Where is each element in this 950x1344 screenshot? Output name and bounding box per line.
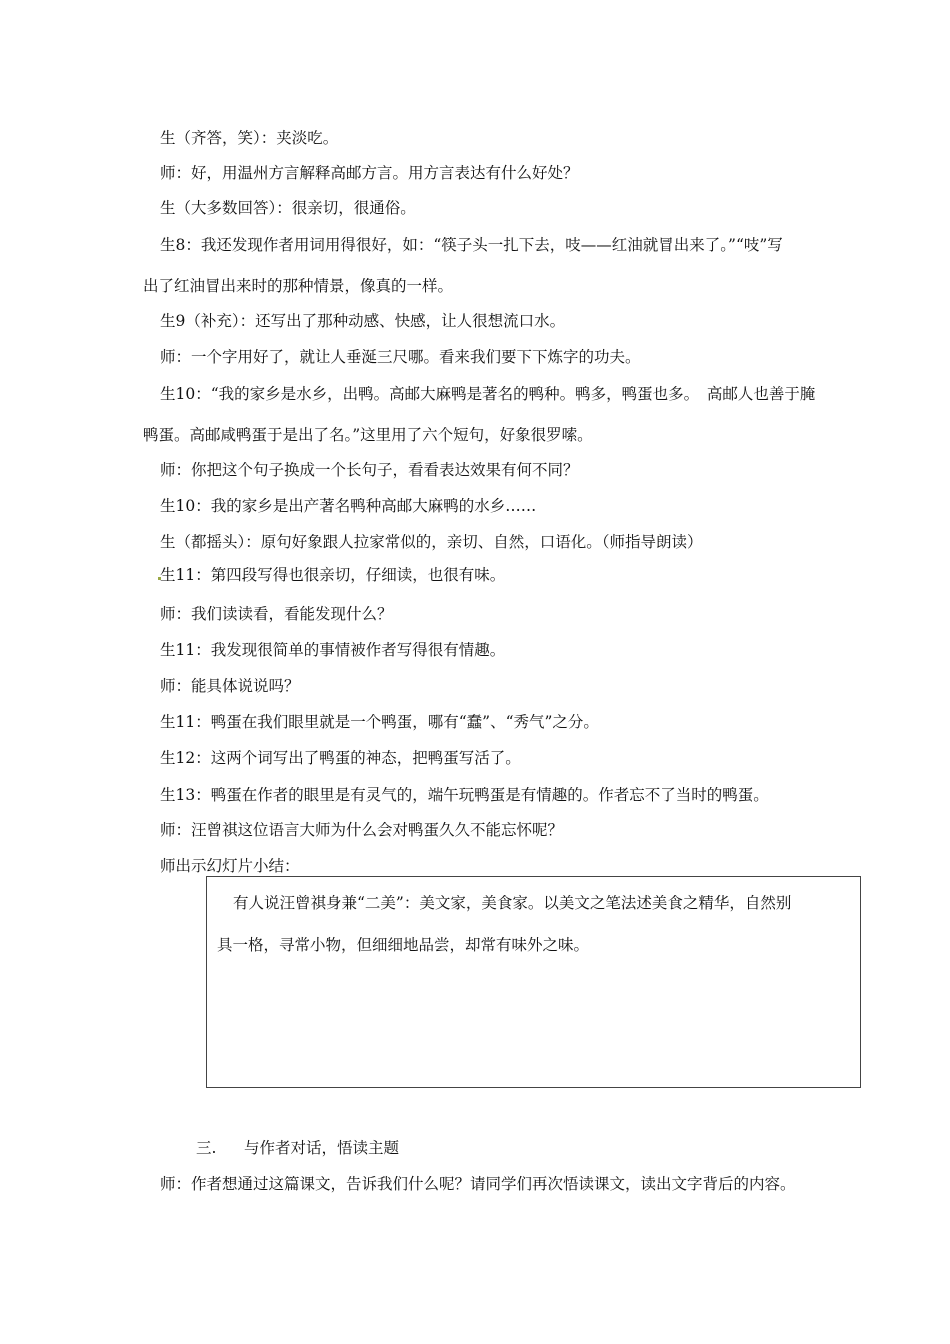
section-number: 三.: [196, 1139, 217, 1157]
dialogue-line: 生10：“我的家乡是水乡，出鸭。高邮大麻鸭是著名的鸭种。鸭多，鸭蛋也多。 高邮人也善于腌: [160, 385, 816, 403]
dialogue-line: 生（大多数回答）：很亲切，很通俗。: [160, 199, 416, 217]
slide-summary-line: 具一格，寻常小物，但细细地品尝，却常有味外之味。: [217, 936, 590, 954]
dialogue-line: 生10：我的家乡是出产著名鸭种高邮大麻鸭的水乡……: [160, 497, 537, 515]
dialogue-line: 师：汪曾祺这位语言大师为什么会对鸭蛋久久不能忘怀呢？: [160, 821, 564, 839]
dialogue-line: 生（齐答，笑）：夹淡吃。: [160, 129, 339, 147]
dialogue-line: 生8：我还发现作者用词用得很好，如：“筷子头一扎下去，吱——红油就冒出来了。”“吱”写: [160, 236, 783, 254]
dialogue-line: 师：你把这个句子换成一个长句子，看看表达效果有何不同？: [160, 461, 579, 479]
dialogue-line: 师出示幻灯片小结：: [160, 857, 300, 875]
dialogue-line: 师：好，用温州方言解释高邮方言。用方言表达有什么好处？: [160, 164, 579, 182]
dialogue-line: 生11：我发现很简单的事情被作者写得很有情趣。: [160, 641, 506, 659]
section-title: 与作者对话，悟读主题: [244, 1139, 400, 1157]
dialogue-line: 出了红油冒出来时的那种情景，像真的一样。: [143, 277, 454, 295]
dialogue-line: 师：一个字用好了，就让人垂涎三尺哪。看来我们要下下炼字的功夫。: [160, 348, 641, 366]
dialogue-line: 生11：鸭蛋在我们眼里就是一个鸭蛋，哪有“蠢”、“秀气”之分。: [160, 713, 599, 731]
dialogue-line: 生（都摇头）：原句好象跟人拉家常似的，亲切、自然，口语化。（师指导朗读）: [160, 533, 703, 551]
slide-summary-box: [206, 876, 861, 1088]
dialogue-line: 生13：鸭蛋在作者的眼里是有灵气的，端午玩鸭蛋是有情趣的。作者忘不了当时的鸭蛋。: [160, 786, 769, 804]
dialogue-line: 师：能具体说说吗？: [160, 677, 300, 695]
dialogue-line: 生12：这两个词写出了鸭蛋的神态，把鸭蛋写活了。: [160, 749, 521, 767]
dialogue-line: 鸭蛋。高邮咸鸭蛋于是出了名。”这里用了六个短句，好象很罗嗦。: [143, 426, 593, 444]
dialogue-line: 生9（补充）：还写出了那种动感、快感，让人很想流口水。: [160, 312, 566, 330]
dialogue-line: 生11：第四段写得也很亲切，仔细读，也很有味。: [160, 566, 506, 584]
dialogue-line: 师：我们读读看，看能发现什么？: [160, 605, 393, 623]
slide-summary-line: 有人说汪曾祺身兼“二美”：美文家，美食家。以美文之笔法述美食之精华，自然别: [233, 894, 792, 912]
closing-line: 师：作者想通过这篇课文，告诉我们什么呢？请同学们再次悟读课文，读出文字背后的内容。: [160, 1175, 796, 1193]
